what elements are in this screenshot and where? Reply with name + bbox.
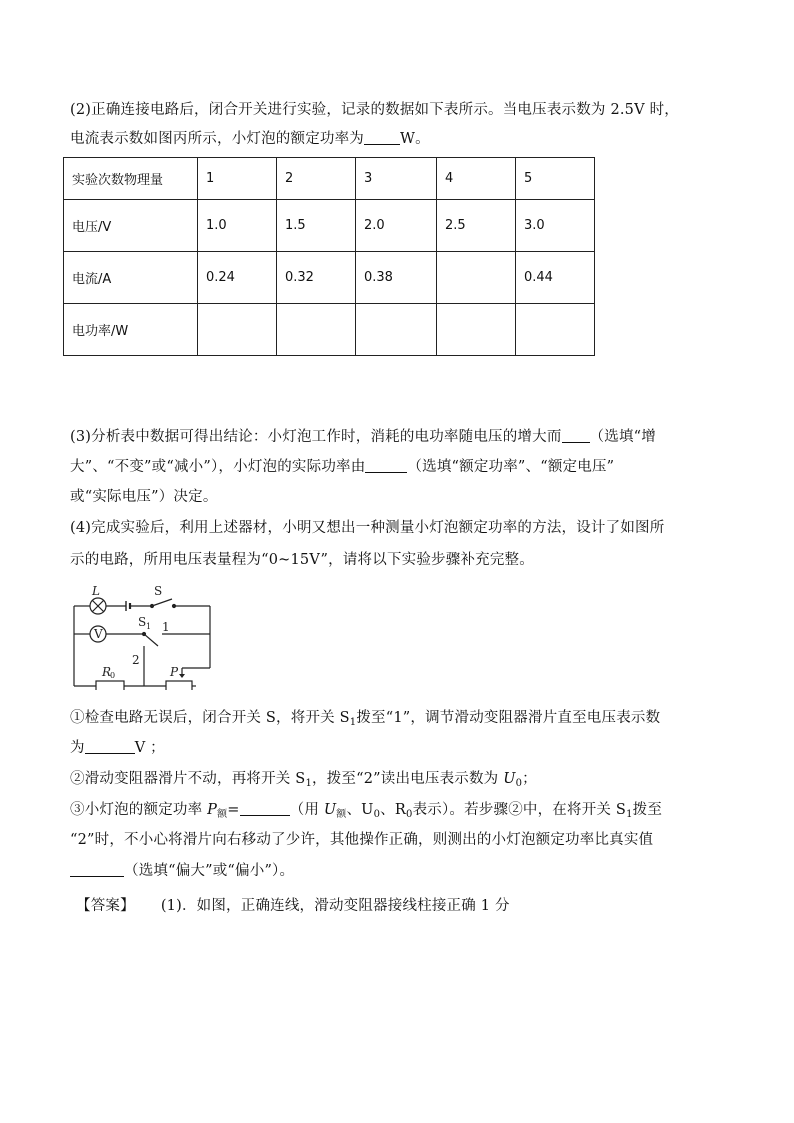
subscript: 额 bbox=[336, 809, 347, 820]
q2-unit: W。 bbox=[400, 131, 430, 147]
table-cell: 电压/V bbox=[64, 200, 198, 252]
answer-blank[interactable] bbox=[562, 426, 590, 443]
resistor-sub: 0 bbox=[110, 671, 116, 680]
table-header-cell: 1 bbox=[198, 158, 277, 200]
step-text: 表示）。若步骤②中，在将开关 S bbox=[412, 802, 627, 818]
table-header-row bbox=[64, 158, 595, 200]
table-cell: 3.0 bbox=[516, 200, 595, 252]
q2-line2-text: 电流表示数如图丙所示，小灯泡的额定功率为 bbox=[70, 131, 364, 147]
table-cell: 电流/A bbox=[64, 252, 198, 304]
step-text: V ； bbox=[134, 740, 165, 756]
answer-blank[interactable] bbox=[85, 737, 135, 754]
position-1-label: 1 bbox=[162, 620, 170, 634]
q4-line1: (4)完成实验后，利用上述器材，小明又想出一种测量小灯泡额定功率的方法，设计了如图所 bbox=[70, 520, 665, 536]
table-cell-empty[interactable] bbox=[437, 252, 516, 304]
q2-line1: (2)正确连接电路后，闭合开关进行实验，记录的数据如下表所示。当电压表示数为 2.5V 时， bbox=[70, 102, 679, 118]
q4-line2: 示的电路，所用电压表量程为“0~15V”，请将以下实验步骤补充完整。 bbox=[70, 552, 534, 568]
lamp-label: L bbox=[92, 586, 100, 598]
table-header-cell: 实验次数物理量 bbox=[64, 158, 198, 200]
answer-blank[interactable] bbox=[365, 456, 407, 473]
table-cell: 0.44 bbox=[516, 252, 595, 304]
step-text: 拨至 bbox=[632, 802, 663, 818]
subscript: 1 bbox=[305, 778, 313, 789]
q3-text: 大”、“不变”或“减小”），小灯泡的实际功率由 bbox=[70, 459, 366, 475]
step-text: = bbox=[227, 802, 240, 818]
step-text: ，拨至“2”读出电压表示数为 bbox=[312, 771, 504, 787]
resistor-label: R bbox=[102, 665, 112, 679]
switch-label: S bbox=[154, 586, 163, 598]
step-text: 拨至“1”，调节滑动变阻器滑片直至电压表示数 bbox=[356, 710, 661, 726]
q3-text: （选填“额定功率”、“额定电压” bbox=[407, 459, 615, 475]
subscript: 额 bbox=[217, 809, 228, 820]
q3-line2 bbox=[70, 453, 730, 482]
step-text: ①检查电路无误后，闭合开关 S，将开关 S bbox=[70, 710, 350, 726]
q2-line2 bbox=[70, 125, 730, 154]
lamp-icon bbox=[90, 598, 106, 614]
subscript: 0 bbox=[515, 778, 523, 789]
table-cell: 0.38 bbox=[356, 252, 437, 304]
table-row bbox=[64, 304, 595, 356]
step3-line1 bbox=[70, 796, 730, 829]
switch1-label: S bbox=[138, 615, 147, 629]
q3-text: (3)分析表中数据可得出结论：小灯泡工作时，消耗的电功率随电压的增大而 bbox=[70, 429, 562, 445]
table-cell: 0.32 bbox=[277, 252, 356, 304]
step-text: ； bbox=[522, 771, 537, 787]
voltmeter-label: V bbox=[94, 627, 103, 641]
step-text: 、R bbox=[380, 802, 406, 818]
table-cell: 2.5 bbox=[437, 200, 516, 252]
answer-text: (1)．如图，正确连线，滑动变阻器接线柱接正确 1 分 bbox=[160, 898, 510, 914]
answer-blank[interactable] bbox=[364, 128, 400, 145]
table-cell-empty[interactable] bbox=[277, 304, 356, 356]
slider-arrow-icon bbox=[179, 674, 185, 678]
q3-text: （选填“增 bbox=[589, 429, 656, 445]
position-2-label: 2 bbox=[132, 653, 140, 667]
step1-line2 bbox=[70, 734, 730, 763]
answer-tag: 【答案】 bbox=[76, 898, 135, 914]
table-cell: 1.0 bbox=[198, 200, 277, 252]
table-header-cell: 2 bbox=[277, 158, 356, 200]
variable-p: P bbox=[207, 802, 218, 818]
step3-line2: “2”时，不小心将滑片向右移动了少许，其他操作正确，则测出的小灯泡额定功率比真实值 bbox=[70, 832, 654, 848]
q3-line3: 或“实际电压”）决定。 bbox=[70, 489, 218, 505]
step-text: （选填“偏大”或“偏小”）。 bbox=[124, 863, 295, 879]
table-row bbox=[64, 252, 595, 304]
table-cell-empty[interactable] bbox=[356, 304, 437, 356]
step3-line3 bbox=[70, 857, 730, 886]
switch1-sub: 1 bbox=[146, 622, 152, 631]
table-cell: 0.24 bbox=[198, 252, 277, 304]
variable-u: U bbox=[503, 771, 516, 787]
variable-u: U bbox=[323, 802, 337, 818]
table-header-cell: 3 bbox=[356, 158, 437, 200]
slider-label: P bbox=[170, 665, 179, 679]
step-text: 为 bbox=[70, 740, 85, 756]
table-cell: 2.0 bbox=[356, 200, 437, 252]
step2-line bbox=[70, 765, 730, 798]
rheostat-icon bbox=[166, 681, 192, 690]
table-header-cell: 4 bbox=[437, 158, 516, 200]
step1-line1 bbox=[70, 704, 730, 737]
table-row bbox=[64, 200, 595, 252]
answer-blank[interactable] bbox=[70, 860, 124, 877]
q3-line1 bbox=[70, 423, 730, 452]
subscript: 0 bbox=[373, 809, 381, 820]
step-text: ③小灯泡的额定功率 bbox=[70, 802, 208, 818]
step-text: 、U bbox=[346, 802, 374, 818]
table-cell: 电功率/W bbox=[64, 304, 198, 356]
answer-blank[interactable] bbox=[240, 799, 290, 816]
switch-s-icon bbox=[151, 599, 176, 608]
table-cell-empty[interactable] bbox=[437, 304, 516, 356]
subscript: 1 bbox=[626, 809, 633, 820]
circuit-diagram bbox=[66, 586, 216, 690]
data-table bbox=[63, 157, 595, 356]
switch-s1-icon bbox=[143, 633, 159, 647]
subscript: 1 bbox=[349, 717, 357, 728]
table-header-cell: 5 bbox=[516, 158, 595, 200]
resistor-r0-icon bbox=[96, 681, 124, 690]
table-cell: 1.5 bbox=[277, 200, 356, 252]
step-text: ②滑动变阻器滑片不动，再将开关 S bbox=[70, 771, 306, 787]
subscript: 0 bbox=[406, 809, 413, 820]
table-cell-empty[interactable] bbox=[516, 304, 595, 356]
battery-icon bbox=[126, 601, 130, 611]
step-text: （用 bbox=[289, 802, 324, 818]
answer-line bbox=[76, 892, 736, 921]
table-cell-empty[interactable] bbox=[198, 304, 277, 356]
